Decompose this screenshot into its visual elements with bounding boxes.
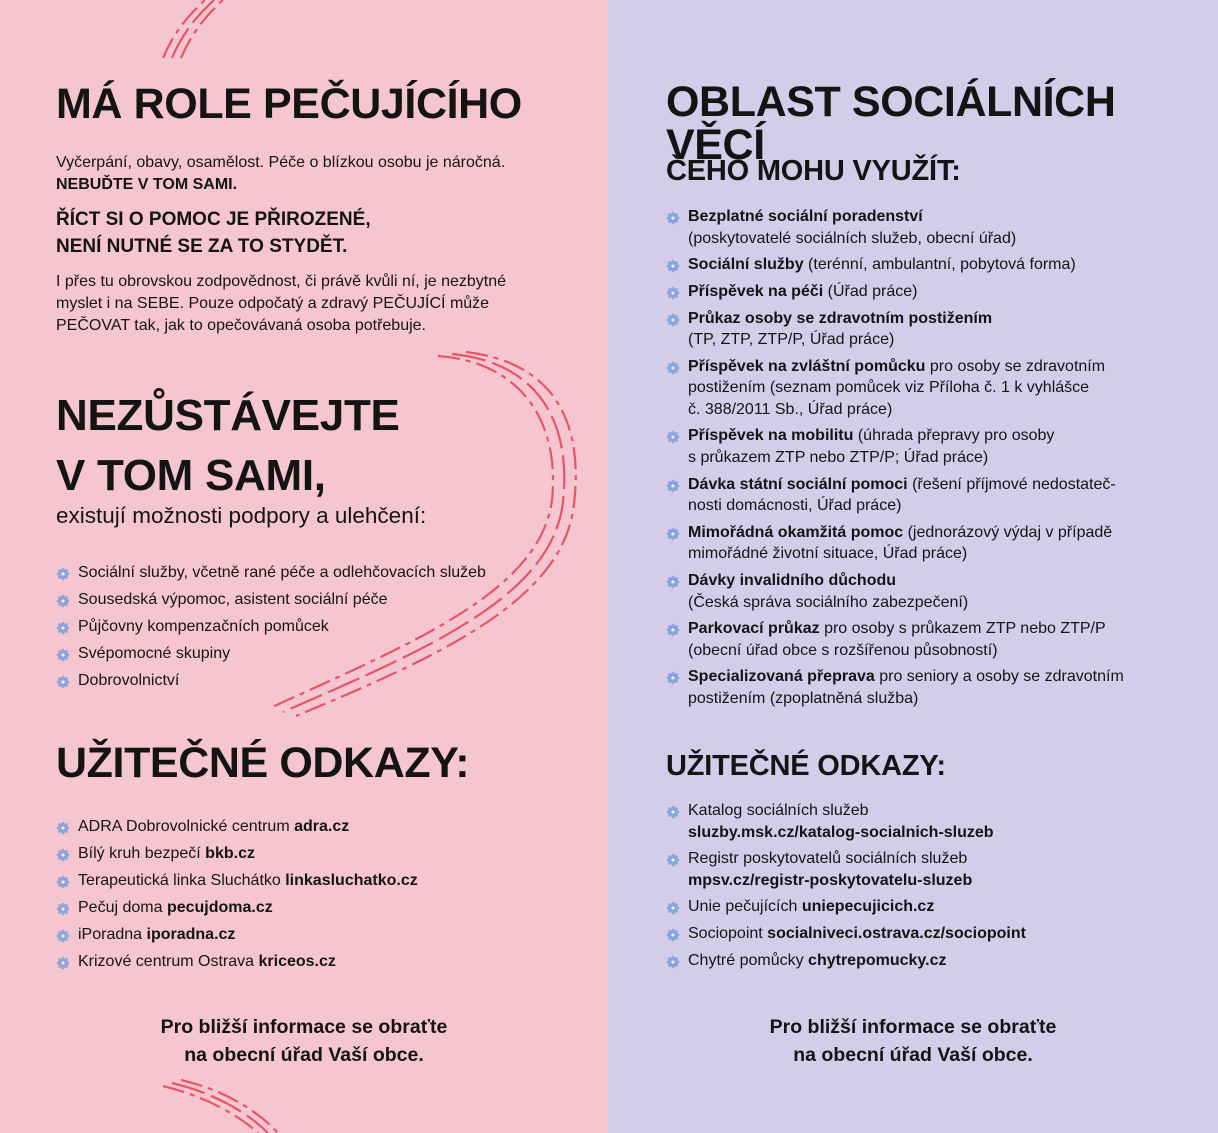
list-item	[666, 522, 1186, 565]
item-rest: pro osoby s průkazem ZTP nebo ZTP/P	[819, 620, 1106, 638]
link-label: Krizové centrum Ostrava	[78, 953, 259, 970]
help-subheading	[56, 206, 371, 260]
left-links-heading: UŽITEČNÉ ODKAZY:	[56, 739, 470, 787]
link-item	[666, 896, 1186, 918]
item-title: Specializovaná přeprava	[688, 668, 875, 686]
item-line2: postižením (zpoplatněná služba)	[688, 689, 919, 707]
item-rest: (úhrada přepravy pro osoby	[853, 427, 1055, 445]
list-item-text: Sociální služby, včetně rané péče a odlehčovacích služeb	[78, 564, 486, 581]
right-links-list	[666, 800, 1186, 976]
item-title: Bezplatné sociální poradenství	[688, 208, 923, 225]
big-heading-line1: NEZŮSTÁVEJTE	[56, 391, 400, 440]
flower-bullet-icon	[666, 804, 680, 818]
right-footer	[608, 1013, 1218, 1069]
link-item	[56, 924, 576, 946]
intro-bold: NEBUĎTE V TOM SAMI.	[56, 176, 238, 193]
list-item	[666, 666, 1186, 709]
link-url[interactable]: kriceos.cz	[258, 953, 336, 970]
list-item	[56, 562, 576, 584]
left-title: MÁ ROLE PEČUJÍCÍHO	[56, 80, 522, 128]
help-subheading-line2: NENÍ NUTNÉ SE ZA TO STYDĚT.	[56, 236, 348, 257]
link-label: Registr poskytovatelů sociálních služeb	[688, 850, 968, 868]
list-item	[666, 425, 1186, 468]
item-line2: (Česká správa sociálního zabezpečení)	[688, 593, 969, 611]
flower-bullet-icon	[56, 620, 70, 634]
item-line2: mimořádné životní situace, Úřad práce)	[688, 545, 968, 563]
link-item	[56, 843, 576, 865]
link-label: Chytré pomůcky	[688, 951, 809, 969]
link-item	[56, 870, 576, 892]
link-url[interactable]: iporadna.cz	[146, 926, 236, 943]
flower-bullet-icon	[666, 210, 680, 224]
item-line2: postižením (seznam pomůcek viz Příloha č. 1 k vyhlášce	[688, 379, 1090, 397]
right-panel	[608, 0, 1218, 1133]
link-label: Sociopoint	[688, 925, 768, 943]
item-title: Mimořádná okamžitá pomoc	[688, 523, 904, 541]
flower-bullet-icon	[666, 622, 680, 636]
flower-bullet-icon	[666, 478, 680, 492]
support-list	[56, 562, 576, 697]
flower-bullet-icon	[56, 820, 70, 834]
item-title: Sociální služby	[688, 256, 804, 274]
item-rest: pro seniory a osoby se zdravotním	[874, 668, 1124, 686]
item-title: Příspěvek na zvláštní pomůcku	[688, 357, 926, 375]
paragraph-line: I přes tu obrovskou zodpovědnost, či právě kvůli ní, je nezbytné	[56, 273, 507, 290]
list-item	[56, 670, 576, 692]
intro-line: Vyčerpání, obavy, osamělost. Péče o blízkou osobu je náročná.	[56, 154, 506, 171]
link-item	[666, 800, 1186, 843]
list-item	[666, 570, 1186, 613]
flower-bullet-icon	[666, 574, 680, 588]
left-panel	[0, 0, 608, 1133]
item-rest: (řešení příjmové nedostateč-	[907, 475, 1116, 493]
list-item-text: Dobrovolnictví	[78, 672, 180, 690]
paragraph-line: PEČOVAT tak, jak to opečovávaná osoba potřebuje.	[56, 317, 426, 334]
link-label: ADRA Dobrovolnické centrum	[78, 818, 295, 835]
link-label: Terapeutická linka Sluchátko	[78, 872, 286, 889]
link-item	[56, 897, 576, 919]
item-title: Příspěvek na mobilitu	[688, 427, 854, 445]
intro-text	[56, 152, 576, 196]
right-title: OBLAST SOCIÁLNÍCH VĚCÍ	[666, 78, 1116, 169]
item-title: Parkovací průkaz	[688, 620, 820, 638]
list-item	[56, 589, 576, 611]
flower-bullet-icon	[666, 360, 680, 374]
link-label: Bílý kruh bezpečí	[78, 845, 206, 862]
flower-bullet-icon	[666, 429, 680, 443]
link-url[interactable]: socialniveci.ostrava.cz/sociopoint	[767, 925, 1026, 943]
flower-bullet-icon	[56, 674, 70, 688]
list-item	[666, 474, 1186, 517]
flower-bullet-icon	[666, 670, 680, 684]
footer-line2: na obecní úřad Vaší obce.	[184, 1044, 424, 1066]
flower-bullet-icon	[56, 566, 70, 580]
item-line2: nosti domácnosti, Úřad práce)	[688, 497, 902, 515]
list-item-text: Sousedská výpomoc, asistent sociální péče	[78, 591, 388, 609]
link-item	[666, 950, 1186, 972]
flower-bullet-icon	[666, 258, 680, 272]
flower-bullet-icon	[666, 526, 680, 540]
link-label: Katalog sociálních služeb	[688, 802, 869, 819]
benefits-list	[666, 206, 1186, 715]
link-label: Pečuj doma	[78, 899, 167, 916]
item-title: Dávky invalidního důchodu	[688, 572, 897, 589]
flower-bullet-icon	[666, 927, 680, 941]
link-label: iPoradna	[78, 926, 147, 943]
support-lead: existují možnosti podpory a ulehčení:	[56, 503, 427, 528]
link-label: Unie pečujících	[688, 898, 802, 916]
list-item	[666, 308, 1186, 351]
list-item	[666, 618, 1186, 661]
list-item	[666, 254, 1186, 276]
footer-line2: na obecní úřad Vaší obce.	[793, 1044, 1033, 1066]
flower-bullet-icon	[56, 928, 70, 942]
left-links-list	[56, 816, 576, 978]
item-title: Průkaz osoby se zdravotním postižením	[688, 309, 993, 327]
list-item	[666, 281, 1186, 303]
flower-bullet-icon	[56, 593, 70, 607]
paragraph-line: myslet i na SEBE. Pouze odpočatý a zdravý PEČUJÍCÍ může	[56, 295, 490, 312]
link-url[interactable]: uniepecujicich.cz	[801, 898, 935, 916]
list-item	[56, 616, 576, 638]
help-subheading-line1: ŘÍCT SI O POMOC JE PŘIROZENÉ,	[56, 209, 371, 230]
big-heading	[56, 386, 400, 506]
link-url[interactable]: mpsv.cz/registr-poskytovatelu-sluzeb	[688, 871, 973, 889]
link-url[interactable]: adra.cz	[294, 818, 350, 835]
item-rest: (jednorázový výdaj v případě	[903, 523, 1113, 541]
list-item-text: Svépomocné skupiny	[78, 645, 231, 663]
flower-bullet-icon	[666, 954, 680, 968]
flower-bullet-icon	[666, 285, 680, 299]
item-title: Dávka státní sociální pomoci	[688, 475, 908, 493]
left-footer	[0, 1013, 608, 1069]
item-rest: (terénní, ambulantní, pobytová forma)	[803, 256, 1076, 274]
list-item-text: Půjčovny kompenzačních pomůcek	[78, 618, 329, 636]
item-line2: (TP, ZTP, ZTP/P, Úřad práce)	[688, 331, 895, 349]
list-item	[666, 356, 1186, 421]
item-line2: (obecní úřad obce s rozšířenou působností)	[688, 641, 998, 659]
flower-bullet-icon	[666, 900, 680, 914]
flower-bullet-icon	[56, 955, 70, 969]
flower-bullet-icon	[56, 647, 70, 661]
item-line2: s průkazem ZTP nebo ZTP/P; Úřad práce)	[688, 448, 989, 466]
footer-line1: Pro bližší informace se obraťte	[769, 1016, 1057, 1038]
link-item	[666, 848, 1186, 891]
list-item	[56, 643, 576, 665]
item-line2: (poskytovatelé sociálních služeb, obecní úřad)	[688, 229, 1017, 247]
link-item	[56, 816, 576, 838]
item-line3: č. 388/2011 Sb., Úřad práce)	[688, 400, 893, 418]
item-rest: (Úřad práce)	[823, 282, 918, 300]
footer-line1: Pro bližší informace se obraťte	[160, 1016, 448, 1038]
link-url[interactable]: pecujdoma.cz	[166, 899, 273, 916]
flower-bullet-icon	[56, 874, 70, 888]
link-item	[56, 951, 576, 973]
link-item	[666, 923, 1186, 945]
item-rest: pro osoby se zdravotním	[925, 357, 1106, 375]
flower-bullet-icon	[56, 901, 70, 915]
right-subheading: ČEHO MOHU VYUŽÍT:	[666, 155, 961, 187]
flower-bullet-icon	[56, 847, 70, 861]
big-heading-line2: V TOM SAMI,	[56, 451, 326, 500]
item-title: Příspěvek na péči	[688, 282, 824, 300]
link-url[interactable]: chytrepomucky.cz	[808, 951, 947, 969]
flower-bullet-icon	[666, 852, 680, 866]
link-url[interactable]: sluzby.msk.cz/katalog-socialnich-sluzeb	[688, 823, 994, 841]
right-links-heading: UŽITEČNÉ ODKAZY:	[666, 750, 946, 782]
list-item	[666, 206, 1186, 249]
link-url[interactable]: linkasluchatko.cz	[285, 872, 418, 889]
link-url[interactable]: bkb.cz	[205, 845, 255, 862]
self-care-paragraph	[56, 271, 576, 337]
flower-bullet-icon	[666, 312, 680, 326]
